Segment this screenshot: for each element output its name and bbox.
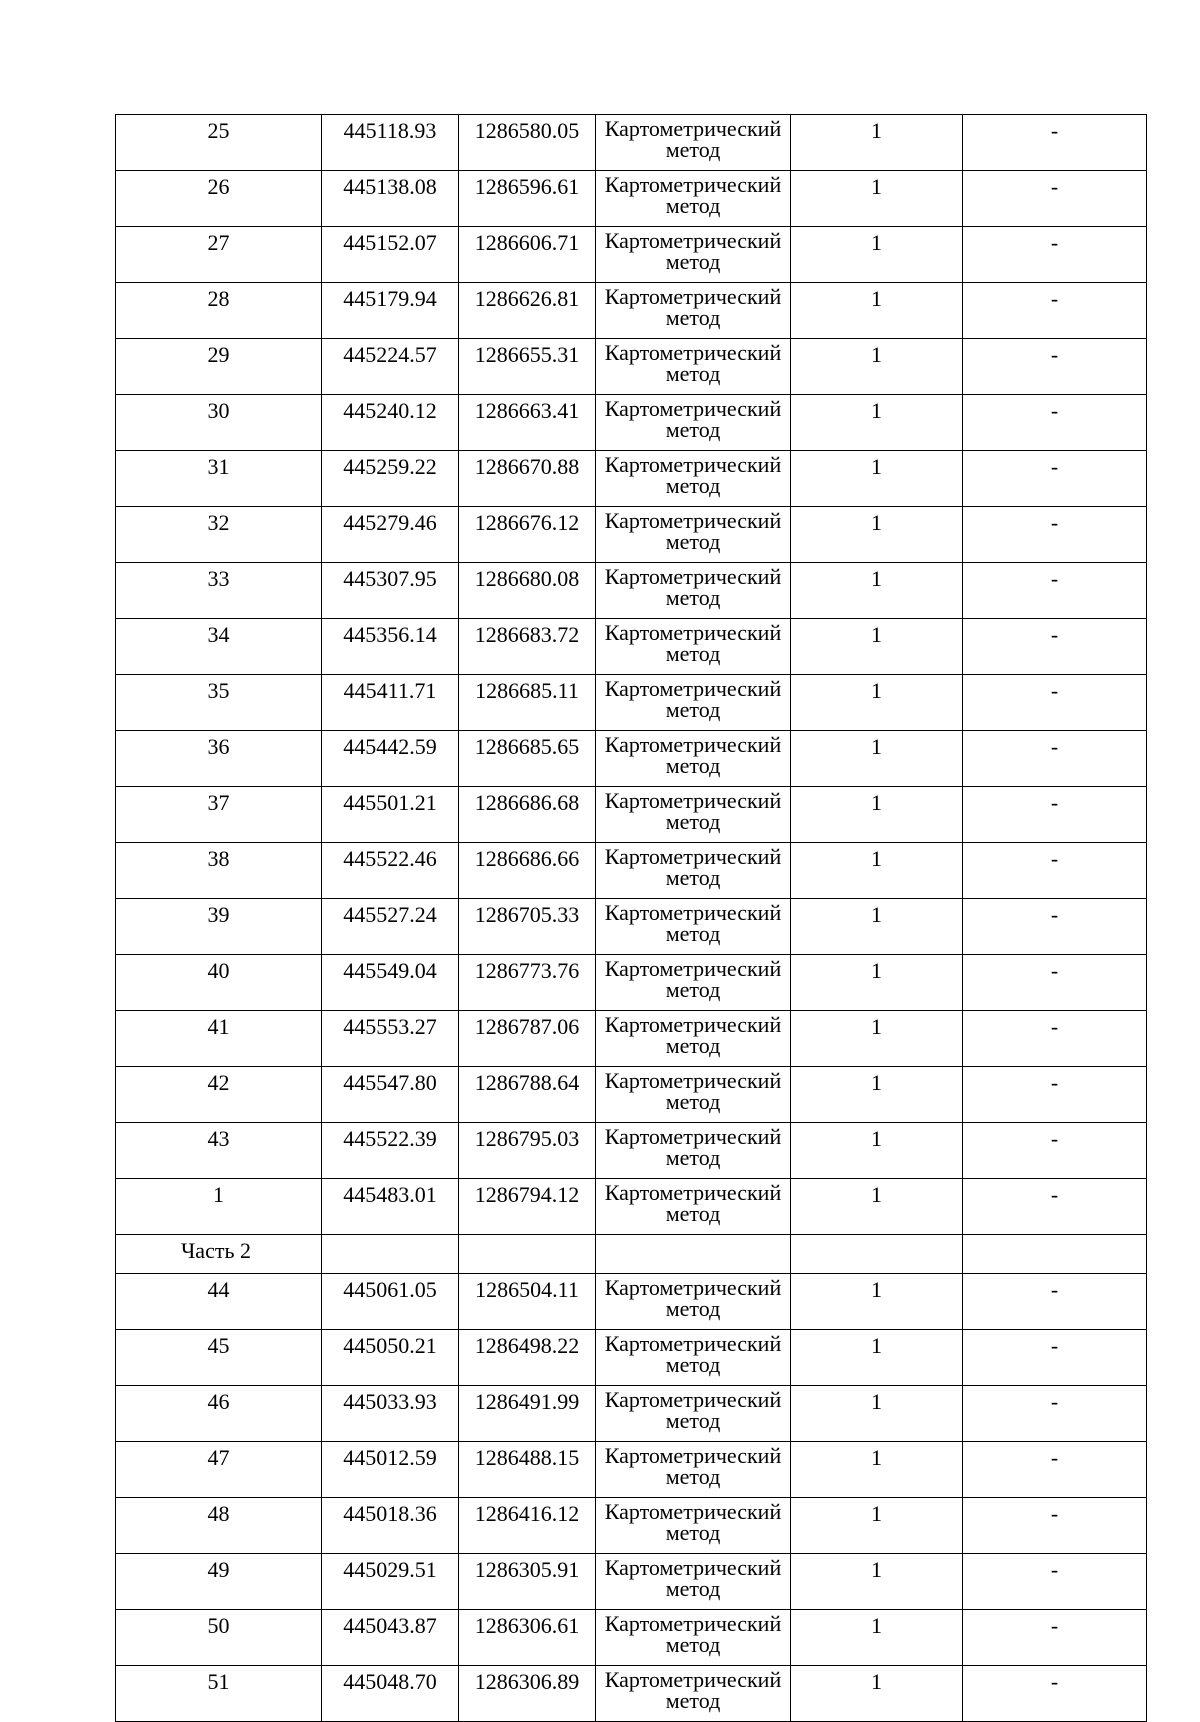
empty-cell [596, 1235, 791, 1274]
method-line-1: Картометрический [604, 564, 782, 589]
method-cell [596, 1011, 791, 1067]
x-coordinate-cell: 445527.24 [322, 899, 459, 955]
method-line-1: Картометрический [604, 116, 782, 141]
precision-cell: 1 [791, 1498, 963, 1554]
description-cell: - [963, 1067, 1147, 1123]
method-line-2: метод [665, 1520, 721, 1545]
method-line-2: метод [665, 249, 721, 274]
precision-cell: 1 [791, 563, 963, 619]
precision-cell: 1 [791, 675, 963, 731]
method-line-1: Картометрический [604, 508, 782, 533]
y-coordinate-cell: 1286794.12 [459, 1179, 596, 1235]
method-line-2: метод [665, 417, 721, 442]
description-cell: - [963, 1610, 1147, 1666]
method-cell [596, 1330, 791, 1386]
method-line-2: метод [665, 529, 721, 554]
precision-cell: 1 [791, 1011, 963, 1067]
description-cell: - [963, 1666, 1147, 1722]
y-coordinate-cell: 1286488.15 [459, 1442, 596, 1498]
y-coordinate-cell: 1286795.03 [459, 1123, 596, 1179]
table-row [116, 1011, 1147, 1067]
precision-cell: 1 [791, 731, 963, 787]
description-cell: - [963, 1330, 1147, 1386]
point-number-cell: 51 [116, 1666, 322, 1722]
table-row [116, 1386, 1147, 1442]
y-coordinate-cell: 1286686.68 [459, 787, 596, 843]
point-number-cell: 27 [116, 227, 322, 283]
method-cell [596, 1442, 791, 1498]
y-coordinate-cell: 1286596.61 [459, 171, 596, 227]
description-cell: - [963, 1386, 1147, 1442]
precision-cell: 1 [791, 1067, 963, 1123]
method-line-1: Картометрический [604, 900, 782, 925]
y-coordinate-cell: 1286580.05 [459, 115, 596, 171]
method-line-2: метод [665, 865, 721, 890]
method-line-1: Картометрический [604, 620, 782, 645]
precision-cell: 1 [791, 1330, 963, 1386]
method-cell [596, 731, 791, 787]
x-coordinate-cell: 445522.46 [322, 843, 459, 899]
point-number-cell: 44 [116, 1274, 322, 1330]
method-line-2: метод [665, 473, 721, 498]
method-cell [596, 451, 791, 507]
method-cell [596, 675, 791, 731]
method-line-2: метод [665, 1201, 721, 1226]
description-cell: - [963, 1274, 1147, 1330]
method-line-2: метод [665, 977, 721, 1002]
x-coordinate-cell: 445279.46 [322, 507, 459, 563]
point-number-cell: 37 [116, 787, 322, 843]
method-cell [596, 1067, 791, 1123]
method-line-1: Картометрический [604, 228, 782, 253]
point-number-cell: 43 [116, 1123, 322, 1179]
method-cell [596, 1274, 791, 1330]
x-coordinate-cell: 445050.21 [322, 1330, 459, 1386]
point-number-cell: 45 [116, 1330, 322, 1386]
method-cell [596, 955, 791, 1011]
x-coordinate-cell: 445048.70 [322, 1666, 459, 1722]
precision-cell: 1 [791, 1554, 963, 1610]
description-cell: - [963, 843, 1147, 899]
precision-cell: 1 [791, 171, 963, 227]
table-row [116, 227, 1147, 283]
method-cell [596, 1498, 791, 1554]
method-line-2: метод [665, 809, 721, 834]
table-row [116, 731, 1147, 787]
y-coordinate-cell: 1286788.64 [459, 1067, 596, 1123]
precision-cell: 1 [791, 1442, 963, 1498]
method-line-2: метод [665, 921, 721, 946]
table-row [116, 451, 1147, 507]
description-cell: - [963, 507, 1147, 563]
method-cell [596, 507, 791, 563]
method-line-1: Картометрический [604, 1555, 782, 1580]
description-cell: - [963, 1498, 1147, 1554]
description-cell: - [963, 171, 1147, 227]
table-row [116, 1666, 1147, 1722]
point-number-cell: 46 [116, 1386, 322, 1442]
precision-cell: 1 [791, 787, 963, 843]
method-line-2: метод [665, 1408, 721, 1433]
precision-cell: 1 [791, 115, 963, 171]
x-coordinate-cell: 445029.51 [322, 1554, 459, 1610]
x-coordinate-cell: 445356.14 [322, 619, 459, 675]
y-coordinate-cell: 1286504.11 [459, 1274, 596, 1330]
precision-cell: 1 [791, 339, 963, 395]
method-line-1: Картометрический [604, 1611, 782, 1636]
method-line-1: Картометрический [604, 956, 782, 981]
y-coordinate-cell: 1286686.66 [459, 843, 596, 899]
method-line-2: метод [665, 361, 721, 386]
y-coordinate-cell: 1286705.33 [459, 899, 596, 955]
method-line-2: метод [665, 1576, 721, 1601]
method-cell [596, 843, 791, 899]
precision-cell: 1 [791, 507, 963, 563]
method-cell [596, 339, 791, 395]
point-number-cell: 1 [116, 1179, 322, 1235]
method-cell [596, 1554, 791, 1610]
table-row [116, 899, 1147, 955]
x-coordinate-cell: 445501.21 [322, 787, 459, 843]
method-line-2: метод [665, 1632, 721, 1657]
method-line-1: Картометрический [604, 844, 782, 869]
method-line-2: метод [665, 697, 721, 722]
table-row [116, 1274, 1147, 1330]
point-number-cell: 32 [116, 507, 322, 563]
empty-cell [459, 1235, 596, 1274]
method-cell [596, 1123, 791, 1179]
table-row [116, 507, 1147, 563]
table-row [116, 843, 1147, 899]
table-row [116, 1123, 1147, 1179]
y-coordinate-cell: 1286685.11 [459, 675, 596, 731]
x-coordinate-cell: 445549.04 [322, 955, 459, 1011]
description-cell: - [963, 563, 1147, 619]
x-coordinate-cell: 445259.22 [322, 451, 459, 507]
method-cell [596, 619, 791, 675]
point-number-cell: 26 [116, 171, 322, 227]
y-coordinate-cell: 1286680.08 [459, 563, 596, 619]
method-line-2: метод [665, 1296, 721, 1321]
method-line-1: Картометрический [604, 1180, 782, 1205]
y-coordinate-cell: 1286685.65 [459, 731, 596, 787]
y-coordinate-cell: 1286655.31 [459, 339, 596, 395]
table-row [116, 563, 1147, 619]
method-line-2: метод [665, 1352, 721, 1377]
x-coordinate-cell: 445043.87 [322, 1610, 459, 1666]
description-cell: - [963, 731, 1147, 787]
method-cell [596, 1179, 791, 1235]
description-cell: - [963, 619, 1147, 675]
description-cell: - [963, 899, 1147, 955]
y-coordinate-cell: 1286626.81 [459, 283, 596, 339]
method-cell [596, 787, 791, 843]
method-line-2: метод [665, 1145, 721, 1170]
description-cell: - [963, 115, 1147, 171]
method-line-2: метод [665, 753, 721, 778]
point-number-cell: 34 [116, 619, 322, 675]
table-row [116, 1554, 1147, 1610]
empty-cell [322, 1235, 459, 1274]
method-line-1: Картометрический [604, 172, 782, 197]
table-row [116, 171, 1147, 227]
point-number-cell: 28 [116, 283, 322, 339]
point-number-cell: 48 [116, 1498, 322, 1554]
table-row [116, 339, 1147, 395]
precision-cell: 1 [791, 1123, 963, 1179]
y-coordinate-cell: 1286773.76 [459, 955, 596, 1011]
precision-cell: 1 [791, 1386, 963, 1442]
part-label-cell: Часть 2 [116, 1235, 322, 1274]
table-row [116, 1442, 1147, 1498]
point-number-cell: 42 [116, 1067, 322, 1123]
point-number-cell: 47 [116, 1442, 322, 1498]
point-number-cell: 25 [116, 115, 322, 171]
x-coordinate-cell: 445240.12 [322, 395, 459, 451]
method-line-1: Картометрический [604, 1275, 782, 1300]
method-cell [596, 283, 791, 339]
point-number-cell: 49 [116, 1554, 322, 1610]
method-line-1: Картометрический [604, 1667, 782, 1692]
method-line-1: Картометрический [604, 1012, 782, 1037]
description-cell: - [963, 1179, 1147, 1235]
method-line-1: Картометрический [604, 284, 782, 309]
part-header-row [116, 1235, 1147, 1274]
x-coordinate-cell: 445224.57 [322, 339, 459, 395]
table-row [116, 787, 1147, 843]
method-line-2: метод [665, 641, 721, 666]
table-row [116, 115, 1147, 171]
description-cell: - [963, 227, 1147, 283]
table-row [116, 675, 1147, 731]
method-line-1: Картометрический [604, 1124, 782, 1149]
table-row [116, 395, 1147, 451]
method-line-2: метод [665, 305, 721, 330]
point-number-cell: 40 [116, 955, 322, 1011]
x-coordinate-cell: 445138.08 [322, 171, 459, 227]
table-row [116, 283, 1147, 339]
empty-cell [963, 1235, 1147, 1274]
y-coordinate-cell: 1286663.41 [459, 395, 596, 451]
precision-cell: 1 [791, 955, 963, 1011]
method-line-2: метод [665, 1089, 721, 1114]
x-coordinate-cell: 445012.59 [322, 1442, 459, 1498]
method-line-2: метод [665, 193, 721, 218]
method-line-2: метод [665, 585, 721, 610]
x-coordinate-cell: 445152.07 [322, 227, 459, 283]
x-coordinate-cell: 445118.93 [322, 115, 459, 171]
y-coordinate-cell: 1286306.89 [459, 1666, 596, 1722]
x-coordinate-cell: 445442.59 [322, 731, 459, 787]
description-cell: - [963, 1123, 1147, 1179]
precision-cell: 1 [791, 619, 963, 675]
precision-cell: 1 [791, 899, 963, 955]
description-cell: - [963, 1011, 1147, 1067]
precision-cell: 1 [791, 283, 963, 339]
description-cell: - [963, 339, 1147, 395]
method-cell [596, 227, 791, 283]
description-cell: - [963, 787, 1147, 843]
description-cell: - [963, 955, 1147, 1011]
x-coordinate-cell: 445522.39 [322, 1123, 459, 1179]
table-row [116, 1179, 1147, 1235]
precision-cell: 1 [791, 451, 963, 507]
method-line-2: метод [665, 1464, 721, 1489]
description-cell: - [963, 451, 1147, 507]
table-row [116, 955, 1147, 1011]
point-number-cell: 38 [116, 843, 322, 899]
method-cell [596, 395, 791, 451]
method-cell [596, 1610, 791, 1666]
method-line-1: Картометрический [604, 1068, 782, 1093]
y-coordinate-cell: 1286683.72 [459, 619, 596, 675]
method-cell [596, 1666, 791, 1722]
precision-cell: 1 [791, 395, 963, 451]
y-coordinate-cell: 1286606.71 [459, 227, 596, 283]
y-coordinate-cell: 1286670.88 [459, 451, 596, 507]
point-number-cell: 39 [116, 899, 322, 955]
y-coordinate-cell: 1286491.99 [459, 1386, 596, 1442]
method-line-1: Картометрический [604, 1499, 782, 1524]
method-line-1: Картометрический [604, 396, 782, 421]
method-line-1: Картометрический [604, 732, 782, 757]
point-number-cell: 31 [116, 451, 322, 507]
coordinates-table [115, 114, 1147, 1722]
method-line-1: Картометрический [604, 1387, 782, 1412]
x-coordinate-cell: 445553.27 [322, 1011, 459, 1067]
method-line-2: метод [665, 1033, 721, 1058]
point-number-cell: 35 [116, 675, 322, 731]
method-cell [596, 171, 791, 227]
point-number-cell: 41 [116, 1011, 322, 1067]
description-cell: - [963, 283, 1147, 339]
method-line-2: метод [665, 137, 721, 162]
x-coordinate-cell: 445061.05 [322, 1274, 459, 1330]
x-coordinate-cell: 445483.01 [322, 1179, 459, 1235]
precision-cell: 1 [791, 1610, 963, 1666]
point-number-cell: 33 [116, 563, 322, 619]
method-cell [596, 563, 791, 619]
description-cell: - [963, 395, 1147, 451]
precision-cell: 1 [791, 843, 963, 899]
precision-cell: 1 [791, 1179, 963, 1235]
y-coordinate-cell: 1286306.61 [459, 1610, 596, 1666]
method-line-1: Картометрический [604, 452, 782, 477]
method-line-1: Картометрический [604, 676, 782, 701]
coordinates-table-body [116, 115, 1147, 1722]
method-line-1: Картометрический [604, 788, 782, 813]
point-number-cell: 50 [116, 1610, 322, 1666]
point-number-cell: 29 [116, 339, 322, 395]
x-coordinate-cell: 445307.95 [322, 563, 459, 619]
table-row [116, 1067, 1147, 1123]
method-cell [596, 115, 791, 171]
description-cell: - [963, 1442, 1147, 1498]
precision-cell: 1 [791, 1274, 963, 1330]
precision-cell: 1 [791, 1666, 963, 1722]
table-row [116, 619, 1147, 675]
y-coordinate-cell: 1286305.91 [459, 1554, 596, 1610]
description-cell: - [963, 1554, 1147, 1610]
x-coordinate-cell: 445033.93 [322, 1386, 459, 1442]
x-coordinate-cell: 445547.80 [322, 1067, 459, 1123]
point-number-cell: 36 [116, 731, 322, 787]
table-row [116, 1498, 1147, 1554]
table-row [116, 1330, 1147, 1386]
table-row [116, 1610, 1147, 1666]
precision-cell: 1 [791, 227, 963, 283]
point-number-cell: 30 [116, 395, 322, 451]
y-coordinate-cell: 1286676.12 [459, 507, 596, 563]
y-coordinate-cell: 1286416.12 [459, 1498, 596, 1554]
method-cell [596, 1386, 791, 1442]
method-line-2: метод [665, 1688, 721, 1713]
method-line-1: Картометрический [604, 340, 782, 365]
y-coordinate-cell: 1286498.22 [459, 1330, 596, 1386]
x-coordinate-cell: 445411.71 [322, 675, 459, 731]
x-coordinate-cell: 445018.36 [322, 1498, 459, 1554]
method-line-1: Картометрический [604, 1331, 782, 1356]
method-line-1: Картометрический [604, 1443, 782, 1468]
description-cell: - [963, 675, 1147, 731]
empty-cell [791, 1235, 963, 1274]
y-coordinate-cell: 1286787.06 [459, 1011, 596, 1067]
method-cell [596, 899, 791, 955]
x-coordinate-cell: 445179.94 [322, 283, 459, 339]
